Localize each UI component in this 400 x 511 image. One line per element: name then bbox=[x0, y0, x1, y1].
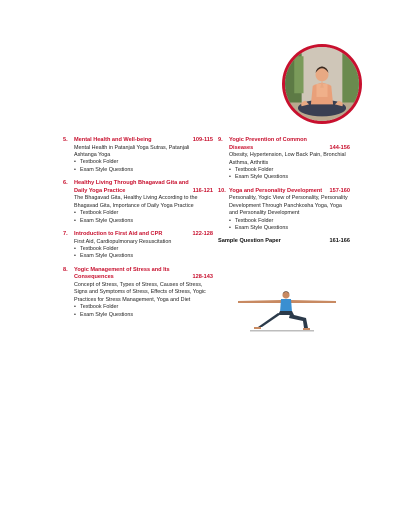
chapter-title[interactable]: Yogic Prevention of Common Diseases bbox=[229, 137, 307, 151]
toc-entry-10[interactable] bbox=[218, 188, 350, 233]
chapter-title[interactable]: Yoga and Personality Development bbox=[229, 187, 323, 194]
toc-entry-7[interactable] bbox=[63, 231, 213, 261]
chapter-description: The Bhagavad Gita, Healthy Living According to the Bhagavad Gita, Importance of Daily Yoga Practice bbox=[74, 195, 198, 209]
chapter-number: 6. bbox=[63, 180, 68, 187]
chapter-description: Personality, Yogic View of Personality, Personality Development Through Panchkosha Yoga, Yoga and Personality Development bbox=[229, 195, 348, 217]
chapter-bullets bbox=[74, 304, 213, 319]
chapter-bullets bbox=[229, 167, 350, 182]
chapter-number: 9. bbox=[218, 137, 223, 143]
chapter-number: 7. bbox=[63, 231, 68, 238]
chapter-description: First Aid, Cardiopulmonary Resuscitation bbox=[74, 238, 172, 245]
chapter-pages: 157-160 bbox=[329, 187, 350, 194]
chapter-title[interactable]: Healthy Living Through Bhagavad Gita and Daily Yoga Practice bbox=[74, 180, 189, 194]
chapter-pages: 116-121 bbox=[192, 187, 213, 194]
toc-entry-9[interactable] bbox=[218, 137, 350, 182]
bullet-item: • Exam Style Questions bbox=[74, 218, 213, 225]
sample-question-paper-entry[interactable] bbox=[218, 238, 350, 246]
bullet-item: • Textbook Folder bbox=[229, 218, 350, 225]
chapter-title[interactable]: Mental Health and Well-being bbox=[74, 137, 152, 143]
bullet-item: • Exam Style Questions bbox=[229, 225, 350, 232]
bullet-item: • Exam Style Questions bbox=[229, 174, 350, 181]
chapter-bullets bbox=[229, 218, 350, 233]
sample-paper-pages: 161-166 bbox=[329, 238, 350, 245]
chapter-pages: 144-156 bbox=[329, 144, 350, 151]
chapter-pages: 128-143 bbox=[192, 274, 213, 281]
bullet-item: • Textbook Folder bbox=[74, 210, 213, 217]
bullet-item: • Exam Style Questions bbox=[74, 167, 213, 174]
toc-right-column bbox=[218, 137, 350, 246]
chapter-pages: 122-128 bbox=[192, 231, 213, 238]
bullet-item: • Textbook Folder bbox=[74, 159, 213, 166]
chapter-bullets bbox=[74, 159, 213, 174]
bullet-item: • Textbook Folder bbox=[74, 246, 213, 253]
chapter-title[interactable]: Yogic Management of Stress and Its Consequences bbox=[74, 266, 170, 281]
chapter-description: Obesity, Hypertension, Low Back Pain, Bronchial Asthma, Arthritis bbox=[229, 152, 346, 166]
toc-entry-6[interactable] bbox=[63, 180, 213, 225]
toc-entry-5[interactable] bbox=[63, 137, 213, 174]
chapter-number: 5. bbox=[63, 137, 68, 143]
chapter-number: 8. bbox=[63, 266, 68, 273]
meditation-photo bbox=[282, 44, 362, 124]
chapter-pages: 109-115 bbox=[192, 137, 213, 143]
chapter-description: Concept of Stress, Types of Stress, Causes of Stress, Signs and Symptoms of Stress, Effects of Stress, Yogic Practices for Stress Management, Yoga and Diet bbox=[74, 282, 206, 303]
warrior-pose-photo bbox=[232, 290, 342, 332]
man-warrior-pose-illustration bbox=[232, 290, 342, 332]
chapter-description: Mental Health in Patanjali Yoga Sutras, Patanjali Ashtanga Yoga bbox=[74, 144, 190, 158]
toc-left-column bbox=[63, 137, 213, 325]
bullet-item: • Textbook Folder bbox=[74, 304, 213, 311]
chapter-bullets bbox=[74, 246, 213, 261]
bullet-item: • Exam Style Questions bbox=[74, 253, 213, 260]
chapter-number: 10. bbox=[218, 187, 226, 194]
bullet-item: • Exam Style Questions bbox=[74, 312, 213, 319]
toc-entry-8[interactable] bbox=[63, 267, 213, 319]
chapter-bullets bbox=[74, 210, 213, 225]
bullet-item: • Textbook Folder bbox=[229, 167, 350, 174]
woman-meditating-illustration bbox=[285, 47, 359, 121]
chapter-title[interactable]: Introduction to First Aid and CPR bbox=[74, 231, 163, 238]
sample-paper-label[interactable]: Sample Question Paper bbox=[218, 238, 281, 245]
